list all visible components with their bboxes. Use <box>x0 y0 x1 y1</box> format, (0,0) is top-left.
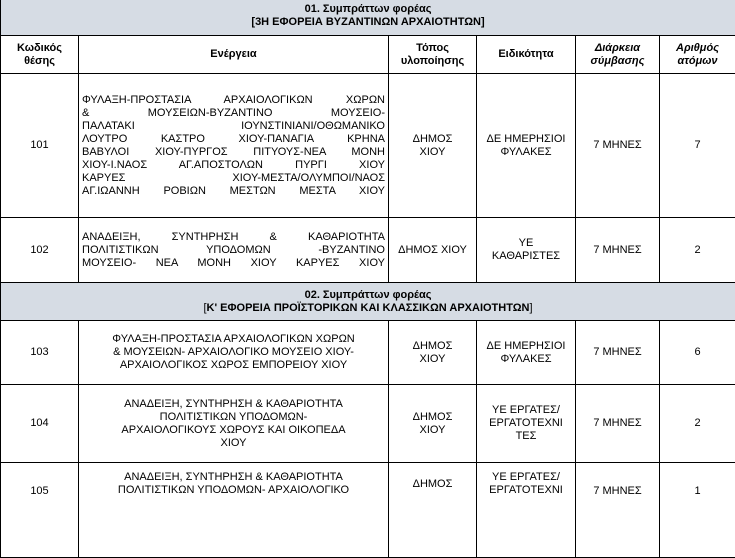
count-cell: 7 <box>660 74 735 218</box>
activity-line: & ΜΟΥΣΕΙΩΝ- ΑΡΧΑΙΟΛΟΓΙΚΟ ΜΟΥΣΕΙΟ ΧΙΟΥ- <box>82 346 385 359</box>
activity-line: ΠΟΛΙΤΙΣΤΙΚΩΝ ΥΠΟΔΟΜΩΝ- ΑΡΧΑΙΟΛΟΓΙΚΟ <box>82 484 385 497</box>
activity-line: ΑΝΑΔΕΙΞΗ, ΣΥΝΤΗΡΗΣΗ & ΚΑΘΑΡΙΟΤΗΤΑ <box>82 398 385 411</box>
activity-line: ΧΙΟΥ-Ι.ΝΑΟΣ ΑΓ.ΑΠΟΣΤΟΛΩΝ ΠΥΡΓΙ ΧΙΟΥ <box>82 159 385 172</box>
column-header-row <box>1 36 735 74</box>
specialty-cell <box>477 321 576 385</box>
specialty-line: ΕΡΓΑΤΟΤΕΧΝΙ <box>480 417 572 430</box>
activity-line: ΠΟΛΙΤΙΣΤΙΚΩΝ ΥΠΟΔΟΜΩΝ- <box>82 411 385 424</box>
position-code: 102 <box>1 218 79 283</box>
activity-line: ΑΡΧΑΙΟΛΟΓΙΚΟΣ ΧΩΡΟΣ ΕΜΠΟΡΕΙΟΥ ΧΙΟΥ <box>82 359 385 372</box>
location-cell <box>389 321 477 385</box>
activity-line: ΛΟΥΤΡΟ ΚΑΣΤΡΟ ΧΙΟΥ-ΠΑΝΑΓΙΑ ΚΡΗΝΑ <box>82 133 385 146</box>
location-line: ΧΙΟΥ <box>392 424 473 437</box>
col-location-header <box>389 36 477 74</box>
activity-line: ΑΝΑΔΕΙΞΗ, ΣΥΝΤΗΡΗΣΗ & ΚΑΘΑΡΙΟΤΗΤΑ <box>82 471 385 484</box>
activity-line: ΜΟΥΣΕΙΟ- ΝΕΑ ΜΟΝΗ ΧΙΟΥ ΚΑΡΥΕΣ ΧΙΟΥ <box>82 257 385 270</box>
table-row <box>1 74 735 218</box>
specialty-line: ΚΑΘΑΡΙΣΤΕΣ <box>480 250 572 263</box>
duration-cell: 7 ΜΗΝΕΣ <box>576 218 660 283</box>
col-duration-line: Διάρκεια <box>579 42 656 55</box>
col-count-header <box>660 36 735 74</box>
section-number: 01. Συμπράττων φορέας <box>4 3 732 16</box>
duration-cell: 7 ΜΗΝΕΣ <box>576 321 660 385</box>
col-duration-line: σύμβασης <box>579 55 656 68</box>
activity-line: ΒΑΒΥΛΟΙ ΧΙΟΥ-ΠΥΡΓΟΣ ΠΙΤΥΟΥΣ-ΝΕΑ ΜΟΝΗ <box>82 146 385 159</box>
location-line: ΧΙΟΥ <box>392 146 473 159</box>
activity-cell <box>79 74 389 218</box>
activity-line: ΑΓ.ΙΩΑΝΝΗ ΡΟΒΙΩΝ ΜΕΣΤΩΝ ΜΕΣΤΑ ΧΙΟΥ <box>82 185 385 198</box>
activity-line: ΑΝΑΔΕΙΞΗ, ΣΥΝΤΗΡΗΣΗ & ΚΑΘΑΡΙΟΤΗΤΑ <box>82 231 385 244</box>
position-code: 101 <box>1 74 79 218</box>
activity-cell <box>79 385 389 463</box>
activity-cell <box>79 321 389 385</box>
activity-line: ΦΥΛΑΞΗ-ΠΡΟΣΤΑΣΙΑ ΑΡΧΑΙΟΛΟΓΙΚΩΝ ΧΩΡΩΝ <box>82 94 385 107</box>
section-header <box>1 283 735 321</box>
activity-line: ΠΑΛΑΤΑΚΙ ΙΟΥΝΣΤΙΝΙΑΝΙ/ΟΘΩΜΑΝΙΚΟ <box>82 120 385 133</box>
location-cell <box>389 74 477 218</box>
activity-line: ΑΡΧΑΙΟΛΟΓΙΚΟΥΣ ΧΩΡΟΥΣ ΚΑΙ ΟΙΚΟΠΕΔΑ <box>82 424 385 437</box>
specialty-cell <box>477 385 576 463</box>
specialty-line: ΔΕ ΗΜΕΡΗΣΙΟΙ <box>480 133 572 146</box>
section-number: 02. Συμπράττων φορέας <box>4 289 732 302</box>
count-cell: 2 <box>660 385 735 463</box>
specialty-line: ΥΕ ΕΡΓΑΤΕΣ/ <box>480 471 572 484</box>
specialty-line: ΕΡΓΑΤΟΤΕΧΝΙ <box>480 484 572 497</box>
location-line: ΔΗΜΟΣ <box>392 411 473 424</box>
specialty-cell <box>477 463 576 558</box>
section-agency: [3Η ΕΦΟΡΕΙΑ ΒΥΖΑΝΤΙΝΩΝ ΑΡΧΑΙΟΤΗΤΩΝ] <box>4 16 732 29</box>
location-line: ΧΙΟΥ <box>392 353 473 366</box>
table-row <box>1 385 735 463</box>
specialty-line: ΔΕ ΗΜΕΡΗΣΙΟΙ <box>480 340 572 353</box>
col-code-line: Κωδικός <box>4 42 75 55</box>
activity-cell <box>79 218 389 283</box>
activity-line: ΚΑΡΥΕΣ ΧΙΟΥ-ΜΕΣΤΑ/ΟΛΥΜΠΟΙ/ΝΑΟΣ <box>82 172 385 185</box>
position-code: 104 <box>1 385 79 463</box>
location-cell <box>389 385 477 463</box>
duration-cell: 7 ΜΗΝΕΣ <box>576 463 660 558</box>
table-row <box>1 218 735 283</box>
duration-cell: 7 ΜΗΝΕΣ <box>576 74 660 218</box>
col-duration-header <box>576 36 660 74</box>
table-row <box>1 463 735 558</box>
col-location-line: υλοποίησης <box>392 55 473 68</box>
activity-line: ΧΙΟΥ <box>82 437 385 450</box>
position-code: 105 <box>1 463 79 558</box>
col-activity-header: Ενέργεια <box>79 36 389 74</box>
count-cell: 1 <box>660 463 735 558</box>
col-location-line: Τόπος <box>392 42 473 55</box>
specialty-cell <box>477 74 576 218</box>
activity-line: ΦΥΛΑΞΗ-ΠΡΟΣΤΑΣΙΑ ΑΡΧΑΙΟΛΟΓΙΚΩΝ ΧΩΡΩΝ <box>82 333 385 346</box>
activity-line: ΠΟΛΙΤΙΣΤΙΚΩΝ ΥΠΟΔΟΜΩΝ -ΒΥΖΑΝΤΙΝΟ <box>82 244 385 257</box>
count-cell: 2 <box>660 218 735 283</box>
specialty-line: ΥΕ ΕΡΓΑΤΕΣ/ <box>480 404 572 417</box>
specialty-line: ΦΥΛΑΚΕΣ <box>480 146 572 159</box>
location-line: ΔΗΜΟΣ <box>392 133 473 146</box>
col-count-line: Αριθμός <box>663 42 732 55</box>
section-band-01 <box>1 0 735 36</box>
activity-cell <box>79 463 389 558</box>
location-cell <box>389 463 477 558</box>
col-code-header <box>1 36 79 74</box>
location-line: ΔΗΜΟΣ <box>392 478 473 491</box>
activity-line: & ΜΟΥΣΕΙΩΝ-ΒΥΖΑΝΤΙΝΟ ΜΟΥΣΕΙΟ- <box>82 107 385 120</box>
location-cell <box>389 218 477 283</box>
col-count-line: ατόμων <box>663 55 732 68</box>
specialty-cell <box>477 218 576 283</box>
duration-cell: 7 ΜΗΝΕΣ <box>576 385 660 463</box>
col-code-line: θέσης <box>4 55 75 68</box>
table-row <box>1 321 735 385</box>
section-band-02 <box>1 283 735 321</box>
location-line: ΔΗΜΟΣ <box>392 340 473 353</box>
specialty-line: ΥΕ <box>480 237 572 250</box>
agency-name: Κ' ΕΦΟΡΕΙΑ ΠΡΟΪΣΤΟΡΙΚΩΝ ΚΑΙ ΚΛΑΣΣΙΚΩΝ ΑΡΧΑΙΟΤΗΤΩΝ <box>207 302 530 314</box>
agency-bracket-close: ] <box>530 302 533 314</box>
agency-bracket-open: [ <box>203 302 206 314</box>
col-specialty-header: Ειδικότητα <box>477 36 576 74</box>
section-agency <box>4 302 732 315</box>
position-code: 103 <box>1 321 79 385</box>
specialty-line: ΤΕΣ <box>480 430 572 443</box>
location-line: ΔΗΜΟΣ ΧΙΟΥ <box>392 244 473 257</box>
specialty-line: ΦΥΛΑΚΕΣ <box>480 353 572 366</box>
section-header <box>1 0 735 36</box>
count-cell: 6 <box>660 321 735 385</box>
